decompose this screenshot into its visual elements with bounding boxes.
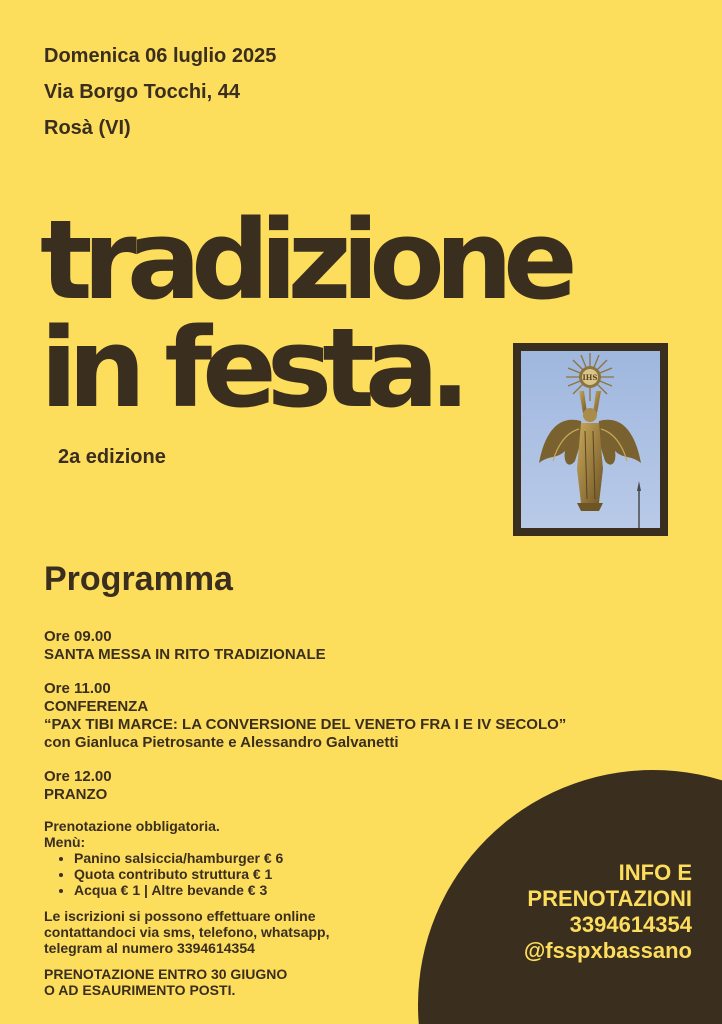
event-line: SANTA MESSA IN RITO TRADIZIONALE xyxy=(44,646,326,663)
menu-item: • Panino salsiccia/hamburger € 6 xyxy=(74,850,424,866)
info-handle: @fsspxbassano xyxy=(523,938,692,963)
booking-note: Prenotazione obbligatoria. xyxy=(44,818,220,834)
edition-label: 2a edizione xyxy=(58,446,166,468)
registration-line: Le iscrizioni si possono effettuare online xyxy=(44,908,316,924)
info-heading: PRENOTAZIONI xyxy=(527,886,692,911)
event-time: Ore 09.00 xyxy=(44,628,112,645)
registration-line: telegram al numero 3394614354 xyxy=(44,940,255,956)
program-heading: Programma xyxy=(44,560,233,598)
deadline-line: O AD ESAURIMENTO POSTI. xyxy=(44,982,236,998)
event-address: Via Borgo Tocchi, 44 xyxy=(44,81,240,103)
event-line: CONFERENZA xyxy=(44,698,149,715)
event-time: Ore 12.00 xyxy=(44,768,112,785)
event-line: con Gianluca Pietrosante e Alessandro Galvanetti xyxy=(44,734,399,751)
info-contacts xyxy=(440,860,692,964)
booking-info xyxy=(44,818,424,998)
menu-label: Menù: xyxy=(44,834,86,850)
program-event xyxy=(44,680,684,752)
event-city: Rosà (VI) xyxy=(44,117,131,139)
angel-statue-image xyxy=(513,343,668,536)
info-heading: INFO E xyxy=(618,860,692,885)
event-date: Domenica 06 luglio 2025 xyxy=(44,45,277,67)
menu-item: • Quota contributo struttura € 1 xyxy=(74,866,424,882)
menu-item: • Acqua € 1 | Altre bevande € 3 xyxy=(74,882,424,898)
program-event xyxy=(44,628,684,664)
event-line: PRANZO xyxy=(44,786,108,803)
event-line: “PAX TIBI MARCE: LA CONVERSIONE DEL VENETO FRA I E IV SECOLO” xyxy=(44,716,567,733)
angel-monstrance-icon xyxy=(521,351,660,528)
title-line-2: in festa. xyxy=(40,304,461,432)
info-phone: 3394614354 xyxy=(569,912,692,937)
title-line-1: tradizione xyxy=(40,196,568,324)
main-title xyxy=(40,196,568,432)
ihs-monogram: IHS xyxy=(582,373,598,382)
event-header xyxy=(44,38,276,146)
deadline-line: PRENOTAZIONE ENTRO 30 GIUGNO xyxy=(44,966,288,982)
event-time: Ore 11.00 xyxy=(44,680,111,697)
registration-line: contattandoci via sms, telefono, whatsapp, xyxy=(44,924,330,940)
menu-list xyxy=(44,850,424,898)
